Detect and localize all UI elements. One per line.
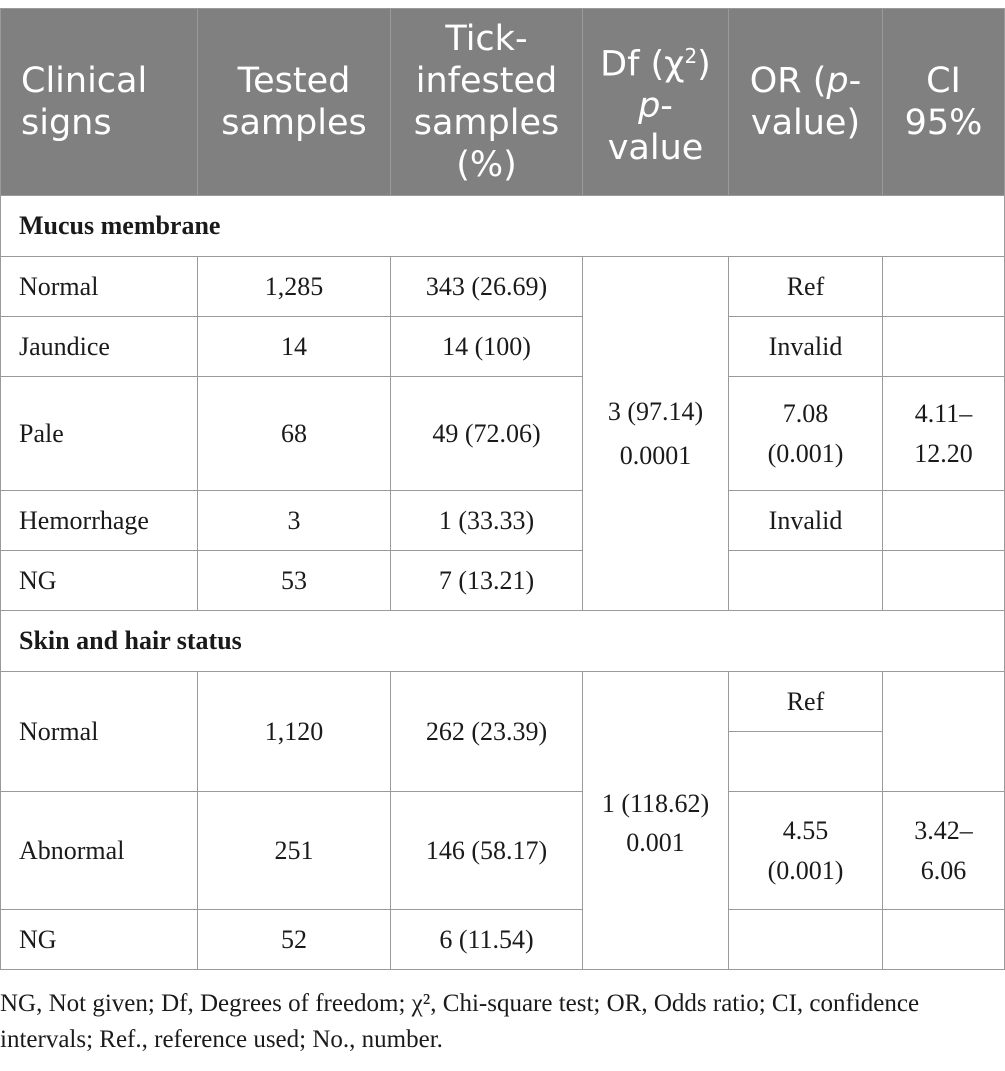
cell-tested: 68 xyxy=(198,377,391,491)
table-row xyxy=(1,910,1005,970)
cell-sign: Hemorrhage xyxy=(1,491,198,551)
table-row xyxy=(1,257,1005,317)
cell-tested: 14 xyxy=(198,317,391,377)
section-title: Mucus membrane xyxy=(1,196,1005,257)
header-or: OR (p-value) xyxy=(729,9,883,196)
cell-or: Invalid xyxy=(729,317,883,377)
df-p-value: 0.0001 xyxy=(619,440,692,470)
cell-infested: 6 (11.54) xyxy=(391,910,583,970)
cell-or: 7.08 (0.001) xyxy=(729,377,883,491)
header-row xyxy=(1,9,1005,196)
cell-or: Invalid xyxy=(729,491,883,551)
section-row-skin xyxy=(1,611,1005,672)
cell-infested: 7 (13.21) xyxy=(391,551,583,611)
cell-infested: 1 (33.33) xyxy=(391,491,583,551)
table-footnote: NG, Not given; Df, Degrees of freedom; χ², Chi-square test; OR, Odds ratio; CI, confidence intervals; Ref., reference used; No., number. xyxy=(0,990,920,1053)
cell-sign: Abnormal xyxy=(1,792,198,910)
cell-ci xyxy=(883,317,1005,377)
cell-sign: Pale xyxy=(1,377,198,491)
cell-sign: NG xyxy=(1,910,198,970)
cell-sign: Normal xyxy=(1,257,198,317)
cell-tested: 53 xyxy=(198,551,391,611)
cell-infested: 14 (100) xyxy=(391,317,583,377)
cell-or-empty xyxy=(729,732,883,792)
header-clinical-signs: Clinical signs xyxy=(1,9,198,196)
cell-tested: 52 xyxy=(198,910,391,970)
df-chi-value: 3 (97.14) xyxy=(607,396,704,426)
table-row xyxy=(1,551,1005,611)
cell-or: 4.55 (0.001) xyxy=(729,792,883,910)
cell-infested: 146 (58.17) xyxy=(391,792,583,910)
cell-or xyxy=(729,910,883,970)
cell-infested: 49 (72.06) xyxy=(391,377,583,491)
table-row xyxy=(1,792,1005,910)
table-row xyxy=(1,672,1005,732)
table-row xyxy=(1,377,1005,491)
cell-tested: 3 xyxy=(198,491,391,551)
cell-or: Ref xyxy=(729,257,883,317)
cell-tested: 1,120 xyxy=(198,672,391,792)
cell-sign: Jaundice xyxy=(1,317,198,377)
cell-ci xyxy=(883,910,1005,970)
cell-df xyxy=(583,257,729,611)
cell-infested: 262 (23.39) xyxy=(391,672,583,792)
cell-ci xyxy=(883,672,1005,792)
header-df: Df $(\chi^2)$ p-value xyxy=(583,9,729,196)
header-tick-infested: Tick-infested samples (%) xyxy=(391,9,583,196)
cell-or: Ref xyxy=(729,672,883,732)
df-p-value: 0.001 xyxy=(626,827,685,857)
table-row xyxy=(1,491,1005,551)
cell-ci xyxy=(883,491,1005,551)
table-row xyxy=(1,317,1005,377)
section-row-mucus xyxy=(1,196,1005,257)
cell-ci xyxy=(883,551,1005,611)
cell-ci: 4.11–12.20 xyxy=(883,377,1005,491)
section-title: Skin and hair status xyxy=(1,611,1005,672)
header-tested-samples: Tested samples xyxy=(198,9,391,196)
cell-df xyxy=(583,672,729,970)
clinical-signs-table xyxy=(0,8,1005,970)
header-ci: CI 95% xyxy=(883,9,1005,196)
cell-infested: 343 (26.69) xyxy=(391,257,583,317)
cell-ci: 3.42–6.06 xyxy=(883,792,1005,910)
cell-sign: Normal xyxy=(1,672,198,792)
cell-sign: NG xyxy=(1,551,198,611)
cell-tested: 1,285 xyxy=(198,257,391,317)
cell-or xyxy=(729,551,883,611)
cell-ci xyxy=(883,257,1005,317)
cell-tested: 251 xyxy=(198,792,391,910)
df-chi-value: 1 (118.62) xyxy=(601,788,710,818)
